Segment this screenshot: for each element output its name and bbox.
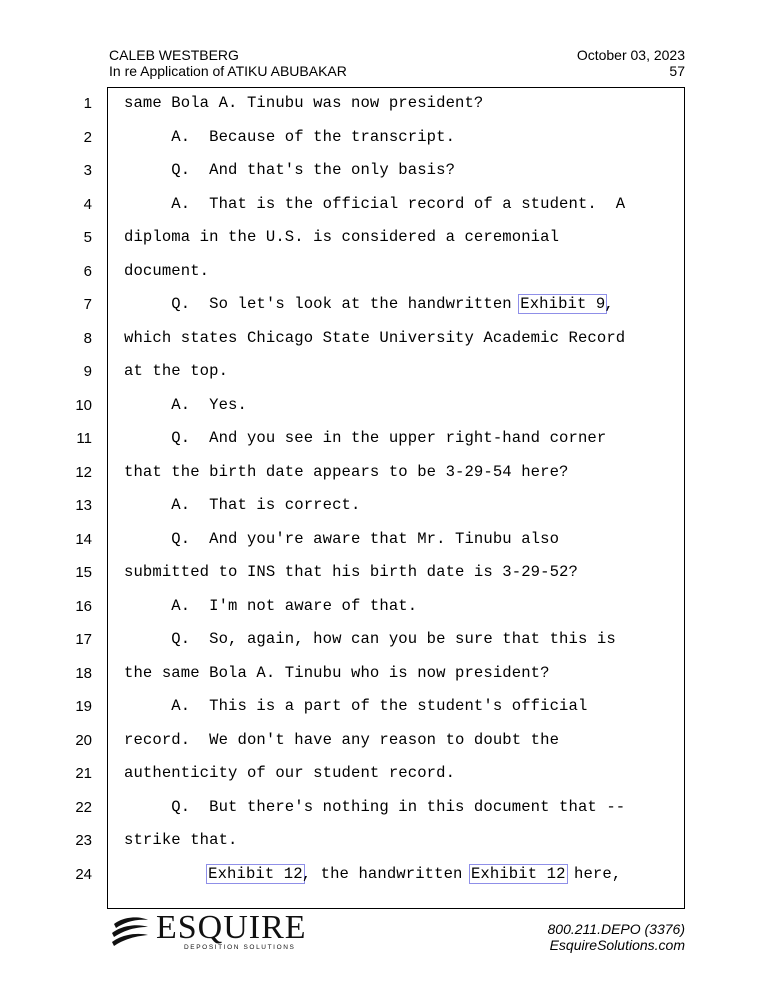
- line-text: [124, 496, 360, 514]
- logo-wordmark: ESQUIRE: [156, 909, 307, 946]
- exhibit-link[interactable]: Exhibit 9: [520, 295, 606, 313]
- line-number: 22: [75, 798, 92, 816]
- line-text-segment: which states Chicago State University Academic Record: [124, 328, 626, 347]
- line-text-segment: same Bola A. Tinubu was now president?: [124, 94, 484, 112]
- line-text-segment: strike that.: [124, 831, 238, 849]
- transcript-line: [0, 458, 768, 492]
- transcript-line: [0, 659, 768, 693]
- deposition-date: October 03, 2023: [576, 47, 685, 63]
- transcript-line: [0, 692, 768, 726]
- line-text: [124, 530, 559, 548]
- line-text-segment: A. This is a part of the student's official: [124, 697, 588, 715]
- line-text: [124, 563, 578, 581]
- esquire-logo: [110, 909, 307, 952]
- transcript-line: [0, 826, 768, 860]
- line-text-segment: A. That is the official record of a student. A: [124, 194, 626, 213]
- footer-phone: 800.211.DEPO (3376): [547, 921, 685, 937]
- transcript-line: [0, 190, 768, 224]
- transcript-line: [0, 391, 768, 425]
- line-text-segment: submitted to INS that his birth date is 3-29-52?: [124, 563, 578, 581]
- line-text: [124, 865, 621, 883]
- line-text: [124, 597, 417, 615]
- line-text-segment: that the birth date appears to be 3-29-54 here?: [124, 462, 569, 481]
- line-text: [124, 161, 455, 179]
- transcript-line: [0, 726, 768, 760]
- line-text-segment: A. That is correct.: [124, 496, 361, 514]
- line-number: 2: [83, 128, 92, 146]
- line-text-segment: Q. So let's look at the handwritten: [124, 295, 522, 313]
- line-text-segment: at the top.: [124, 362, 229, 380]
- line-text-segment: document.: [124, 261, 210, 280]
- page-number: 57: [669, 63, 685, 79]
- line-text-segment: A. Yes.: [124, 395, 247, 414]
- line-text-segment: diploma in the U.S. is considered a ceremonial: [124, 228, 560, 246]
- line-number: 5: [83, 229, 92, 246]
- footer-contact: [548, 921, 686, 953]
- line-number: 7: [83, 296, 92, 313]
- line-text: [124, 831, 238, 849]
- transcript-line: [0, 558, 768, 592]
- exhibit-link[interactable]: Exhibit 12: [208, 864, 303, 883]
- transcript-line: [0, 290, 768, 324]
- line-text-segment: authenticity of our student record.: [124, 764, 456, 782]
- line-text-segment: here,: [564, 864, 622, 883]
- line-number: 15: [75, 564, 92, 581]
- line-text: [124, 798, 625, 816]
- line-number: 3: [83, 162, 92, 179]
- line-number: 17: [75, 631, 92, 648]
- transcript-line: [0, 223, 768, 257]
- header-left: [109, 47, 347, 79]
- case-title: In re Application of ATIKU ABUBAKAR: [109, 63, 347, 79]
- transcript-line: [0, 156, 768, 190]
- line-text: [124, 228, 559, 246]
- line-text: [124, 362, 228, 380]
- line-text-segment: Q. And you're aware that Mr. Tinubu also: [124, 529, 560, 548]
- line-number: 8: [83, 329, 92, 347]
- transcript-line: [0, 257, 768, 291]
- line-text-segment: A. I'm not aware of that.: [124, 596, 418, 615]
- line-text-segment: the same Bola A. Tinubu who is now president?: [124, 663, 550, 682]
- line-text-segment: record. We don't have any reason to doubt the: [124, 730, 560, 749]
- line-text: [124, 731, 559, 749]
- line-text: [124, 429, 606, 447]
- line-number: 19: [75, 698, 92, 715]
- line-text-segment: A. Because of the transcript.: [124, 127, 456, 146]
- line-text: [124, 630, 616, 648]
- transcript-line: [0, 424, 768, 458]
- line-text: [124, 295, 614, 313]
- line-text: [124, 664, 550, 682]
- line-number: 12: [75, 463, 92, 481]
- transcript-line: [0, 123, 768, 157]
- header-right: [577, 47, 685, 79]
- line-number: 4: [83, 195, 92, 213]
- line-number: 11: [76, 430, 92, 447]
- exhibit-link[interactable]: Exhibit 12: [470, 864, 566, 883]
- line-number: 24: [75, 865, 92, 883]
- transcript-line: [0, 525, 768, 559]
- line-number: 9: [83, 363, 92, 380]
- transcript-line: [0, 860, 768, 894]
- line-text: [124, 329, 625, 347]
- transcript-line: [0, 491, 768, 525]
- transcript-line: [0, 625, 768, 659]
- esquire-swoosh-icon: [110, 914, 150, 950]
- line-text-segment: Q. But there's nothing in this document that --: [124, 797, 626, 816]
- line-number: 1: [83, 95, 92, 112]
- line-text: [124, 195, 625, 213]
- line-text-segment: Q. So, again, how can you be sure that this is: [124, 630, 616, 648]
- line-number: 21: [75, 765, 92, 782]
- line-number: 23: [75, 832, 92, 849]
- transcript-line: [0, 89, 768, 123]
- line-text-segment: Q. And you see in the upper right-hand corner: [124, 429, 607, 447]
- transcript-line: [0, 793, 768, 827]
- witness-name: CALEB WESTBERG: [109, 47, 239, 63]
- transcript-line: [0, 324, 768, 358]
- line-text: [124, 463, 569, 481]
- line-text: [124, 262, 209, 280]
- line-number: 6: [83, 262, 92, 280]
- line-number: 10: [75, 396, 92, 414]
- line-text: [124, 128, 455, 146]
- line-text-segment: [124, 865, 209, 883]
- transcript-line: [0, 592, 768, 626]
- line-text: [124, 94, 483, 112]
- line-number: 20: [75, 731, 92, 749]
- line-text: [124, 764, 455, 782]
- line-number: 14: [75, 530, 92, 548]
- line-text-segment: , the handwritten: [301, 864, 472, 883]
- line-text: [124, 396, 247, 414]
- logo-tagline: DEPOSITION SOLUTIONS: [184, 944, 296, 951]
- line-text-segment: ,: [604, 295, 614, 313]
- line-number: 18: [75, 664, 92, 682]
- line-number: 13: [75, 497, 92, 514]
- line-text-segment: Q. And that's the only basis?: [124, 161, 456, 179]
- line-text: [124, 697, 587, 715]
- transcript-line: [0, 357, 768, 391]
- line-number: 16: [75, 597, 92, 615]
- transcript-line: [0, 759, 768, 793]
- footer-website[interactable]: EsquireSolutions.com: [549, 937, 685, 953]
